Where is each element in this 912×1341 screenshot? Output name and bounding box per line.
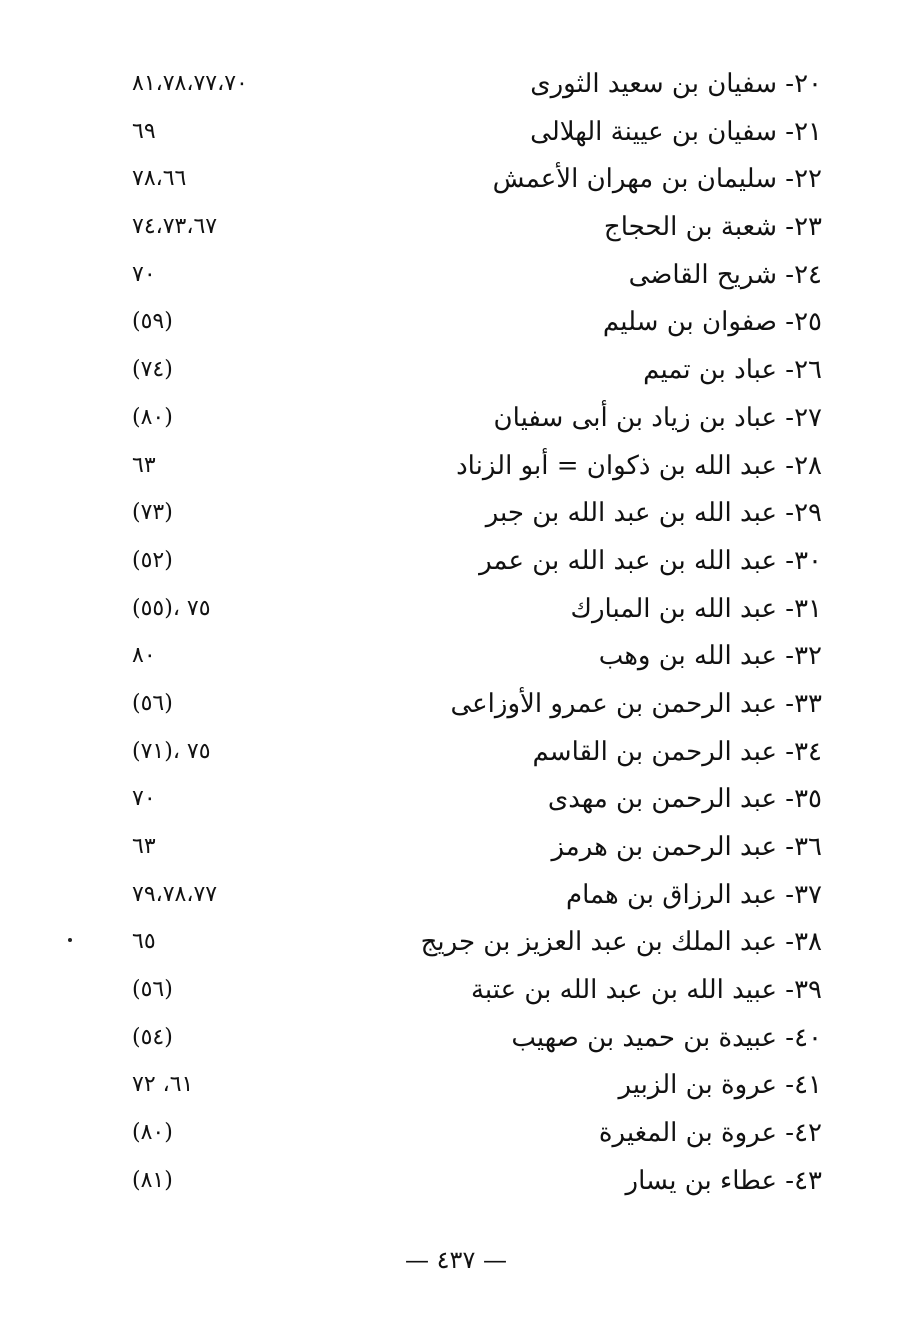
entry-page-refs: ٦١، ٧٢ <box>132 1072 194 1098</box>
list-item <box>0 108 912 156</box>
list-item <box>0 203 912 251</box>
entry-page-refs: (٥٢) <box>132 547 173 573</box>
list-item <box>0 1109 912 1157</box>
entry-name: ٢٨- عبد الله بن ذكوان = أبو الزناد <box>456 450 822 481</box>
stray-ink-dot <box>68 938 72 942</box>
entry-name: ٣٧- عبد الرزاق بن همام <box>565 879 822 910</box>
entry-page-refs: (٧٣) <box>132 500 173 526</box>
entry-page-refs: ٧٩،٧٨،٧٧ <box>132 881 218 907</box>
entry-name: ٣٩- عبيد الله بن عبد الله بن عتبة <box>470 975 822 1006</box>
entry-page-refs: ٦٣ <box>132 452 156 478</box>
entry-page-refs: (٧٤) <box>132 357 173 383</box>
entry-name: ٢١- سفيان بن عيينة الهلالى <box>530 116 822 147</box>
page-number: — ٤٣٧ — <box>405 1246 507 1274</box>
entry-page-refs: ٨٠ <box>132 643 156 669</box>
list-item <box>0 775 912 823</box>
entry-page-refs: (٥٩) <box>132 309 173 335</box>
list-item <box>0 298 912 346</box>
entry-page-refs: ٦٩ <box>132 118 156 144</box>
list-item <box>0 489 912 537</box>
entry-name: ٤١- عروة بن الزبير <box>618 1070 822 1101</box>
list-item <box>0 918 912 966</box>
entry-page-refs: ٦٥ <box>132 929 156 955</box>
entry-name: ٣٨- عبد الملك بن عبد العزيز بن جريج <box>420 927 822 958</box>
entry-name: ٢٩- عبد الله بن عبد الله بن جبر <box>485 498 822 529</box>
entry-page-refs: (٥٤) <box>132 1024 173 1050</box>
entry-name: ٣١- عبد الله بن المبارك <box>570 593 822 624</box>
entry-page-refs: ٧٤،٧٣،٦٧ <box>132 214 218 240</box>
entry-page-refs: (٨٠) <box>132 1120 173 1146</box>
entry-page-refs: ٨١،٧٨،٧٧،٧٠ <box>132 71 248 96</box>
entry-page-refs: ٧٨،٦٦ <box>132 166 187 192</box>
list-item <box>0 585 912 633</box>
entry-name: ٣٣- عبد الرحمن بن عمرو الأوزاعى <box>450 688 822 719</box>
entry-name: ٢٧- عباد بن زياد بن أبى سفيان <box>493 402 822 433</box>
entry-page-refs: (٧١)، ٧٥ <box>132 738 211 764</box>
entry-page-refs: (٥٦) <box>132 977 173 1003</box>
list-item <box>0 442 912 490</box>
entry-page-refs: (٥٥)، ٧٥ <box>132 595 211 621</box>
entry-page-refs: (٨١) <box>132 1167 173 1193</box>
entry-name: ٢٠- سفيان بن سعيد الثورى <box>530 69 822 99</box>
entry-name: ٤٠- عبيدة بن حميد بن صهيب <box>511 1022 822 1053</box>
name-index-list <box>0 60 912 1205</box>
entry-page-refs: ٧٠ <box>132 261 156 287</box>
list-item <box>0 1014 912 1062</box>
list-item <box>0 537 912 585</box>
entry-name: ٢٥- صفوان بن سليم <box>602 307 822 338</box>
entry-name: ٣٦- عبد الرحمن بن هرمز <box>551 832 822 862</box>
entry-name: ٣٢- عبد الله بن وهب <box>598 641 822 672</box>
entry-name: ٣٥- عبد الرحمن بن مهدى <box>547 784 822 815</box>
entry-page-refs: ٦٣ <box>132 834 156 859</box>
entry-page-refs: ٧٠ <box>132 786 156 812</box>
entry-page-refs: (٥٦) <box>132 690 173 716</box>
list-item <box>0 251 912 299</box>
list-item <box>0 823 912 871</box>
list-item <box>0 966 912 1014</box>
list-item <box>0 680 912 728</box>
entry-name: ٢٣- شعبة بن الحجاج <box>603 212 822 243</box>
list-item <box>0 394 912 442</box>
entry-name: ٢٦- عباد بن تميم <box>643 355 822 386</box>
entry-name: ٢٢- سليمان بن مهران الأعمش <box>492 164 822 195</box>
entry-name: ٢٤- شريح القاضى <box>628 259 822 290</box>
entry-name: ٣٠- عبد الله بن عبد الله بن عمر <box>479 545 822 576</box>
entry-name: ٤٢- عروة بن المغيرة <box>598 1118 822 1149</box>
list-item <box>0 632 912 680</box>
list-item <box>0 728 912 776</box>
list-item <box>0 60 912 108</box>
list-item <box>0 1061 912 1109</box>
entry-name: ٣٤- عبد الرحمن بن القاسم <box>532 736 822 767</box>
list-item <box>0 1157 912 1205</box>
list-item <box>0 346 912 394</box>
entry-name: ٤٣- عطاء بن يسار <box>625 1165 822 1196</box>
entry-page-refs: (٨٠) <box>132 404 173 430</box>
list-item <box>0 155 912 203</box>
list-item <box>0 871 912 919</box>
